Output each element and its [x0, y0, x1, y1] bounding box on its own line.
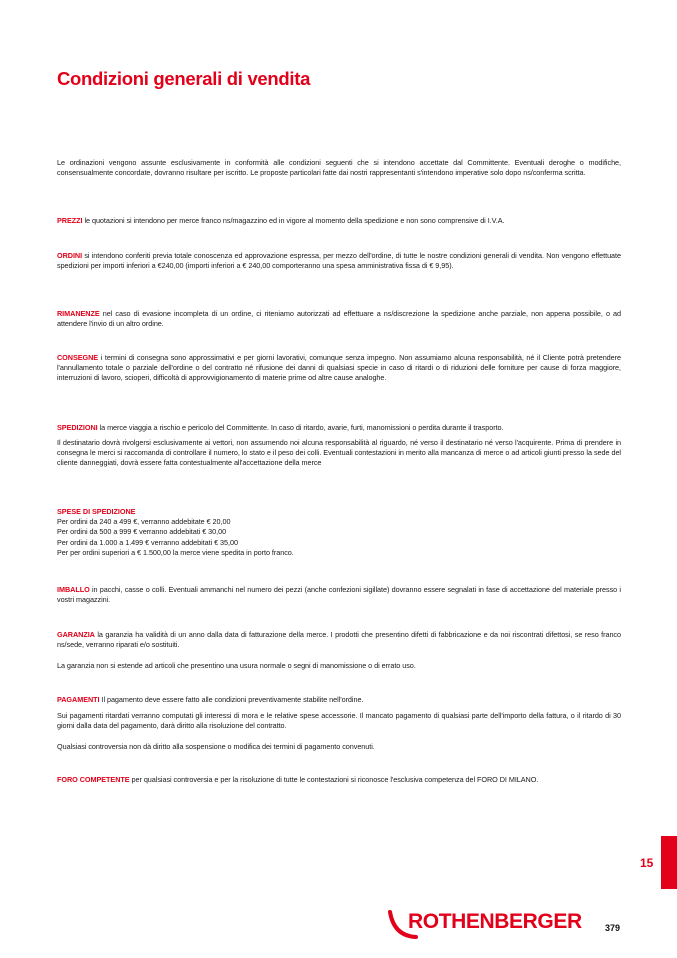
- section-key: IMBALLO: [57, 585, 90, 594]
- section-text: nel caso di evasione incompleta di un ordine, ci riteniamo autorizzati ad effettuare a ns/discrezione la spedizione anche parziale, non appena possibile, o ad attendere l'invio di un altro ordine.: [57, 309, 621, 329]
- section-key: FORO COMPETENTE: [57, 775, 130, 784]
- section-spedizioni-extra: Il destinatario dovrà rivolgersi esclusivamente ai vettori, non assumendo noi alcuna responsabilità al riguardo, né verso il destinatario né verso l'acquirente. Prima di prendere in consegna le merci si raccomanda di controllare il numero, lo stato e il peso dei colli. Eventuali contestazioni in merito alla mancanza di merce o ad articoli giunti presso la sede del cliente danneggiati, dovrà essere fatta contestualmente all'accettazione della merce: [57, 438, 621, 468]
- section-prezzi: [57, 216, 621, 226]
- intro-paragraph: Le ordinazioni vengono assunte esclusivamente in conformità alle condizioni seguenti che si intendono accettate dal Committente. Eventuali deroghe o modifiche, consensualmente concordate, dovranno risultare per iscritto. Le proposte particolari fatte dai nostri rappresentanti s'intendono imperative solo dopo ns/conferma scritta.: [57, 158, 621, 178]
- section-text: in pacchi, casse o colli. Eventuali ammanchi nel numero dei pezzi (anche confezioni sigillate) dovranno essere segnalati in fase di accettazione del materiale presso i vostri magazzini.: [57, 585, 621, 605]
- section-key: SPESE DI SPEDIZIONE: [57, 507, 136, 516]
- section-text: le quotazioni si intendono per merce franco ns/magazzino ed in vigore al momento della spedizione e non sono comprensive di I.V.A.: [82, 216, 505, 225]
- section-key: RIMANENZE: [57, 309, 100, 318]
- page-number: 379: [605, 923, 621, 933]
- spese-line: Per per ordini superiori a € 1.500,00 la merce viene spedita in porto franco.: [57, 547, 294, 557]
- chapter-tab: [661, 836, 677, 889]
- section-rimanenze: [57, 309, 621, 329]
- section-garanzia: [57, 630, 621, 650]
- section-text: la merce viaggia a rischio e pericolo del Committente. In caso di ritardo, avarie, furti, manomissioni o perdita durante il trasporto.: [97, 423, 504, 432]
- section-garanzia-extra: La garanzia non si estende ad articoli che presentino una usura normale o segni di manomissione o di errato uso.: [57, 661, 416, 670]
- section-pagamenti: [57, 695, 621, 705]
- section-spedizioni: [57, 423, 621, 433]
- spese-line: Per ordini da 1.000 a 1.499 € verranno addebitati € 35,00: [57, 537, 238, 547]
- brand-logo: [386, 908, 586, 942]
- section-ordini: [57, 251, 621, 271]
- section-text: si intendono conferiti previa totale conoscenza ed approvazione espressa, per mezzo dell'ordine, di tutte le nostre condizioni generali di vendita. Non vengono effettuate spedizioni per importi inferiori a €240,00 (importi inferiori a € 240,00 comporteranno una spesa amministrativa fissa di € 9,95).: [57, 251, 621, 271]
- section-text: Il pagamento deve essere fatto alle condizioni preventivamente stabilite nell'ordine.: [99, 695, 364, 704]
- section-key: CONSEGNE: [57, 353, 99, 362]
- section-key: GARANZIA: [57, 630, 95, 639]
- section-text: la garanzia ha validità di un anno dalla data di fatturazione della merce. I prodotti che presentino difetti di fabbricazione e da noi riscontrati difettosi, se reso franco ns/sede, verranno riparati e/o sostituiti.: [57, 630, 621, 650]
- section-consegne: [57, 353, 621, 384]
- spese-line: Per ordini da 500 a 999 € verranno addebitati € 30,00: [57, 527, 227, 537]
- section-text: i termini di consegna sono approssimativi e per giorni lavorativi, comunque senza impegno. Non assumiamo alcuna responsabilità, né il Cliente potrà pretendere l'annullamento totale o parziale dell'ordine o del contratto né rifusione dei danni di qualsiasi specie in caso di ritardi o di riduzioni delle forniture per cause di forza maggiore, interruzioni di lavoro, scioperi, difficoltà di approvvigionamento di materie prime od altre cause analoghe.: [57, 353, 621, 383]
- section-key: PREZZI: [57, 216, 83, 225]
- section-key: ORDINI: [57, 251, 83, 260]
- section-text: per qualsiasi controversia e per la risoluzione di tutte le contestazioni si riconosce l'esclusiva competenza del FORO DI MILANO.: [129, 775, 539, 784]
- section-pagamenti-extra2: Qualsiasi controversia non dà diritto alla sospensione o modifica dei termini di pagamento convenuti.: [57, 742, 375, 751]
- section-imballo: [57, 585, 621, 605]
- spese-line: Per ordini da 240 a 499 €, verranno addebitate € 20,00: [57, 517, 231, 527]
- section-foro: [57, 775, 621, 785]
- section-spese: [57, 507, 621, 558]
- page-title: Condizioni generali di vendita: [57, 68, 311, 89]
- section-key: SPEDIZIONI: [57, 423, 98, 432]
- section-key: PAGAMENTI: [57, 695, 100, 704]
- section-pagamenti-extra1: Sui pagamenti ritardati verranno computati gli interessi di mora e le relative spese accessorie. Il mancato pagamento di qualsiasi parte dell'importo della fattura, o il ritardo di 30 giorni dalla data del pagamento, darà diritto alla risoluzione del contratto.: [57, 711, 621, 731]
- brand-name: ROTHENBERGER: [408, 910, 582, 933]
- chapter-number: 15: [640, 856, 654, 870]
